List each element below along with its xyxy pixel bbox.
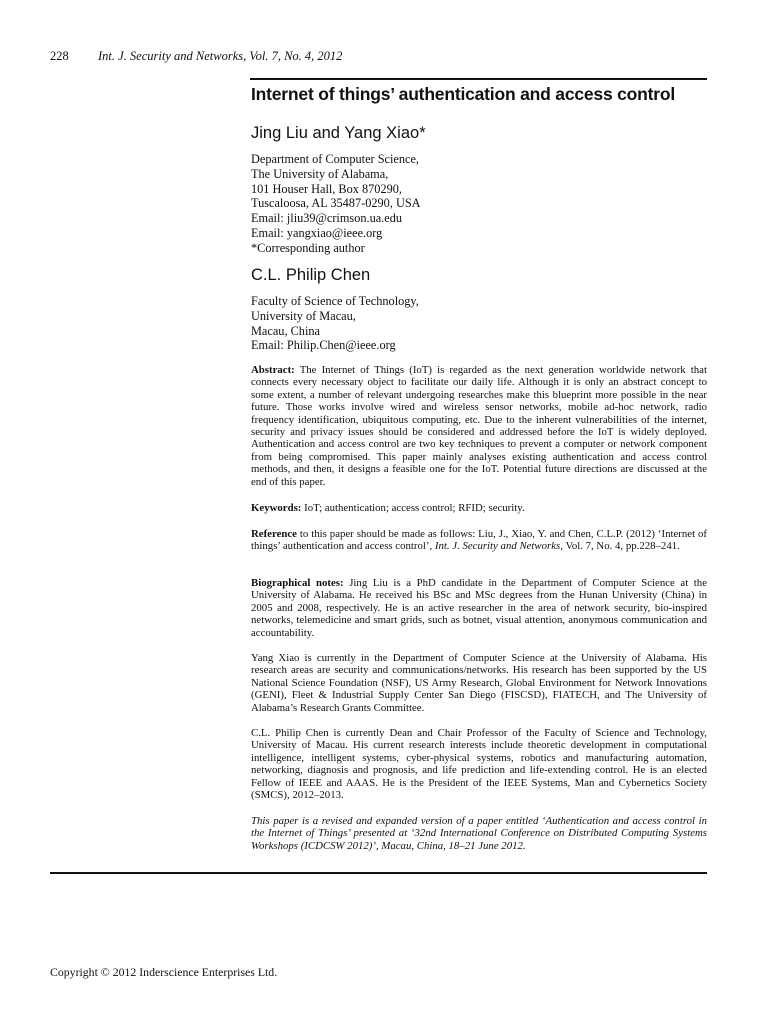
email-line: Email: jliu39@crimson.ua.edu [251,211,403,226]
keywords [251,502,707,514]
revision-note: This paper is a revised and expanded version of a paper entitled ‘Authentication and access control in the Internet of Things’ presented at ‘32nd International Conference on Distributed Computing Systems Workshops (ICDCSW 2012)’, Macau, China, 18–21 June 2012. [251,815,707,852]
corresponding-note: *Corresponding author [251,240,365,255]
author-names-1: Jing Liu and Yang Xiao* [251,124,426,142]
affiliation-line: Tuscaloosa, AL 35487-0290, USA [251,196,421,211]
reference-tail: , Vol. 7, No. 4, pp.228–241. [560,540,680,553]
keywords-label: Keywords: [251,502,302,514]
affiliation-line: Macau, China [251,323,320,338]
affiliation-line: 101 Houser Hall, Box 870290, [251,181,402,196]
affiliation-line: The University of Alabama, [251,166,389,181]
biographical-notes [251,577,707,639]
reference [251,528,707,553]
reference-label: Reference [251,528,297,540]
reference-journal: Int. J. Security and Networks [434,540,561,553]
paper-title: Internet of things’ authentication and access control [251,84,676,104]
affiliation-line: Department of Computer Science, [251,152,420,166]
bio-xiao: Yang Xiao is currently in the Department of Computer Science at the University of Alabama. His research areas are security and communications/networks. His research has been supported by the US National Science Foundation (NSF), US Army Research, Global Environment for Network Innovations (GENI), Fleet & Industrial Supply Center San Diego (FISCSD), FIATECH, and The University of Alabama’s Research Grants Committee. [251,652,707,714]
affiliation-line: University of Macau, [251,308,356,323]
title-rule [250,78,707,80]
bio-chen: C.L. Philip Chen is currently Dean and Chair Professor of the Faculty of Science and Technology, University of Macau. His current research interests include theoretic development in computational intelligence, intelligent systems, cyber-physical systems, robotics and manufacturing automation, networking, diagnosis and prognosis, and life prediction and life-extending control. He is an elected Fellow of IEEE and AAAS. He is the President of the IEEE Systems, Man and Cybernetics Society (SMCS), 2012–2013. [251,727,707,802]
abstract-label: Abstract: [251,364,295,376]
bio-liu: Jing Liu is a PhD candidate in the Department of Computer Science at the University of Alabama. He received his BSc and MSc degrees from the Hunan University (China) in 2005 and 2008, respectively. He is an active researcher in the area of network security, bio-inspired networks, telemedicine and smart grids, such as botnet, visual attention, anonymous communication and accountability. [251,577,708,639]
copyright: Copyright © 2012 Inderscience Enterprises Ltd. [50,965,278,979]
page-number: 228 [50,49,69,63]
reference-text: to this paper should be made as follows: Liu, J., Xiao, Y. and Chen, C.L.P. (2012) ‘Internet of things’ authentication and access control’, [251,528,708,553]
author-names-2: C.L. Philip Chen [251,266,371,284]
bottom-rule [50,872,707,874]
keywords-text: IoT; authentication; access control; RFID; security. [304,502,525,514]
running-header [50,49,342,64]
abstract [251,364,707,488]
affiliation-line: Faculty of Science of Technology, [251,294,419,308]
bio-label: Biographical notes: [251,577,344,589]
email-line: Email: yangxiao@ieee.org [251,225,383,240]
journal-citation: Int. J. Security and Networks, Vol. 7, No. 4, 2012 [98,49,343,63]
email-line: Email: Philip.Chen@ieee.org [251,338,396,353]
abstract-text: The Internet of Things (IoT) is regarded as the next generation worldwide network that connects every necessary object to facilitate our daily life. Although it is only an abstract concept to some extent, a number of relevant undergoing researches make this blueprint more possible in the near future. Those works involve wired and wireless sensor networks, mobile ad-hoc network, radio frequency identification, ubiquitous computing, etc. Due to the inherent vulnerabilities of the internet, security and privacy issues should be considered and addressed before the IoT is widely deployed. Authentication and access control are two key techniques to prevent a computer or network component from being compromised. This paper mainly analyses existing authentication and access control methods, and then, it designs a feasible one for the IoT. Potential future directions are discussed at the end of this paper. [251,364,707,488]
affiliation-1 [251,152,421,256]
affiliation-2 [251,294,419,353]
